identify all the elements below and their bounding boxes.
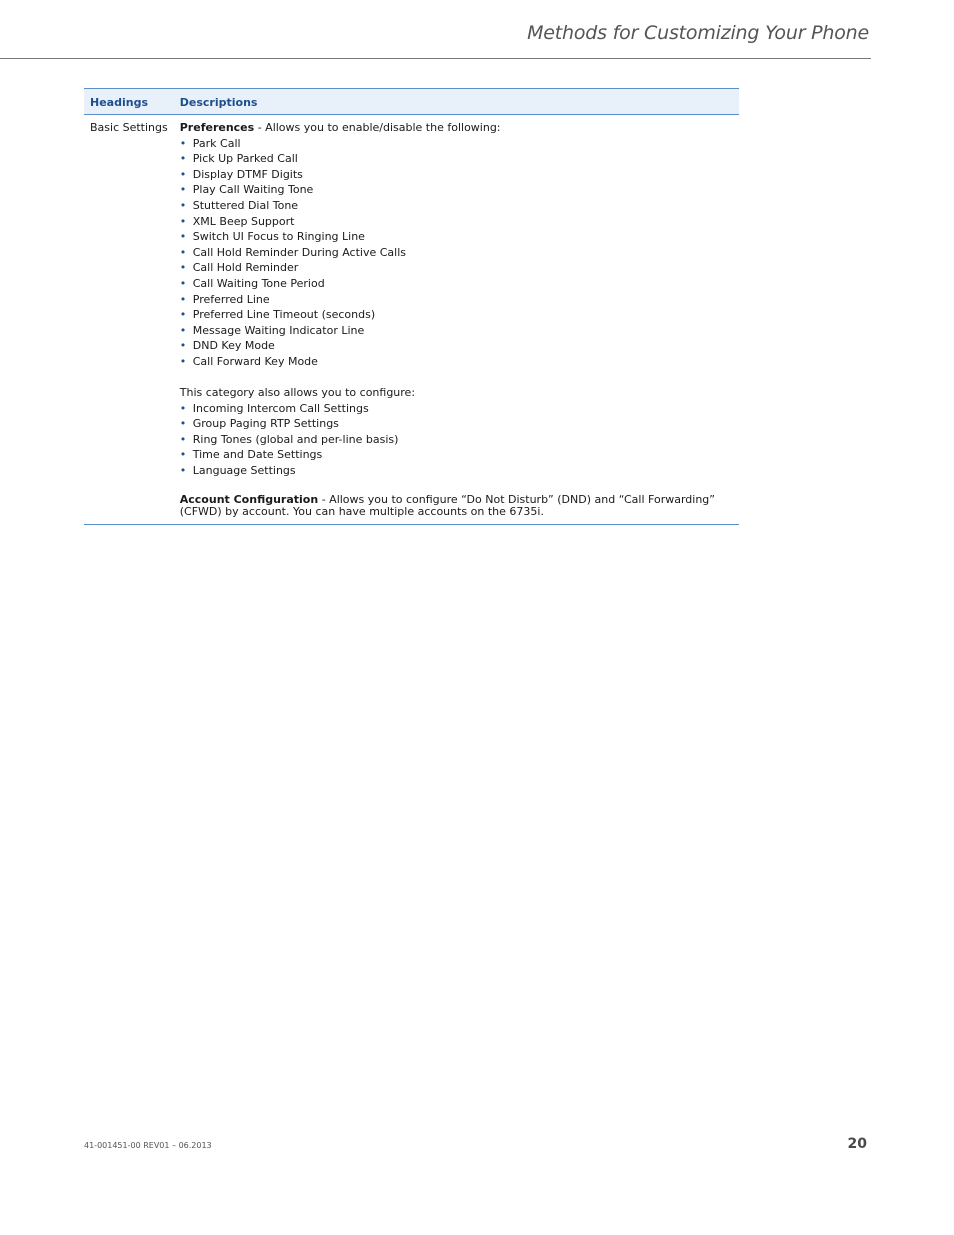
preferences-text: - Allows you to enable/disable the following: [254, 121, 501, 134]
list-item: • Pick Up Parked Call [179, 152, 298, 166]
bullet-icon: • [179, 448, 187, 462]
bullet-icon: • [179, 198, 187, 212]
page-number: 20 [847, 1136, 867, 1152]
preferences-list [180, 136, 733, 370]
bullet-icon: • [179, 152, 187, 166]
table-row [84, 115, 739, 525]
list-item: • Language Settings [179, 464, 296, 478]
row-heading: Basic Settings [84, 115, 174, 525]
bullet-icon: • [179, 183, 187, 197]
list-item: • Group Paging RTP Settings [179, 417, 339, 431]
list-item: • Call Hold Reminder During Active Calls [179, 245, 407, 259]
bullet-icon: • [179, 464, 187, 478]
page-header [0, 0, 871, 59]
bullet-icon: • [179, 432, 187, 446]
list-item: • Incoming Intercom Call Settings [179, 401, 369, 415]
bullet-icon: • [179, 417, 187, 431]
list-item: • Ring Tones (global and per-line basis) [179, 432, 399, 446]
page-title: Methods for Customizing Your Phone [527, 22, 869, 44]
account-paragraph [180, 494, 733, 518]
list-item: • Message Waiting Indicator Line [179, 323, 365, 337]
bullet-icon: • [179, 230, 187, 244]
preferences-label: Preferences [179, 121, 255, 134]
bullet-icon: • [179, 308, 187, 322]
configure-intro: This category also allows you to configure: [179, 386, 416, 400]
list-item: • DND Key Mode [179, 339, 275, 353]
bullet-icon: • [179, 245, 187, 259]
list-item: • Switch UI Focus to Ringing Line [179, 230, 365, 244]
list-item: • Play Call Waiting Tone [179, 183, 314, 197]
bullet-icon: • [179, 323, 187, 337]
list-item: • Park Call [179, 136, 241, 150]
bullet-icon: • [179, 261, 187, 275]
list-item: • Call Hold Reminder [179, 261, 299, 275]
configure-list [180, 401, 733, 479]
preferences-paragraph [180, 120, 733, 136]
column-header-headings: Headings [84, 89, 174, 115]
row-description [174, 115, 739, 525]
bullet-icon: • [179, 339, 187, 353]
list-item: • Stuttered Dial Tone [179, 198, 299, 212]
document-code: 41-001451-00 REV01 – 06.2013 [84, 1141, 212, 1150]
list-item: • Time and Date Settings [179, 448, 323, 462]
settings-table [84, 88, 739, 525]
account-label: Account Configuration [179, 493, 319, 507]
list-item: • Preferred Line [179, 292, 270, 306]
bullet-icon: • [179, 136, 187, 150]
column-header-descriptions: Descriptions [174, 89, 739, 115]
list-item: • Call Forward Key Mode [179, 354, 318, 368]
list-item: • XML Beep Support [179, 214, 295, 228]
account-text: - Allows you to configure “Do Not Disturb” (DND) and “Call Forwarding” (CFWD) by account. You can have multiple accounts on the 6735i. [179, 493, 715, 519]
spacer [180, 370, 733, 386]
list-item: • Preferred Line Timeout (seconds) [179, 308, 376, 322]
bullet-icon: • [179, 401, 187, 415]
bullet-icon: • [179, 292, 187, 306]
list-item: • Display DTMF Digits [179, 167, 303, 181]
bullet-icon: • [179, 354, 187, 368]
bullet-icon: • [179, 214, 187, 228]
bullet-icon: • [179, 276, 187, 290]
table-header-row [84, 89, 739, 115]
bullet-icon: • [179, 167, 187, 181]
spacer [180, 479, 733, 495]
list-item: • Call Waiting Tone Period [179, 276, 325, 290]
